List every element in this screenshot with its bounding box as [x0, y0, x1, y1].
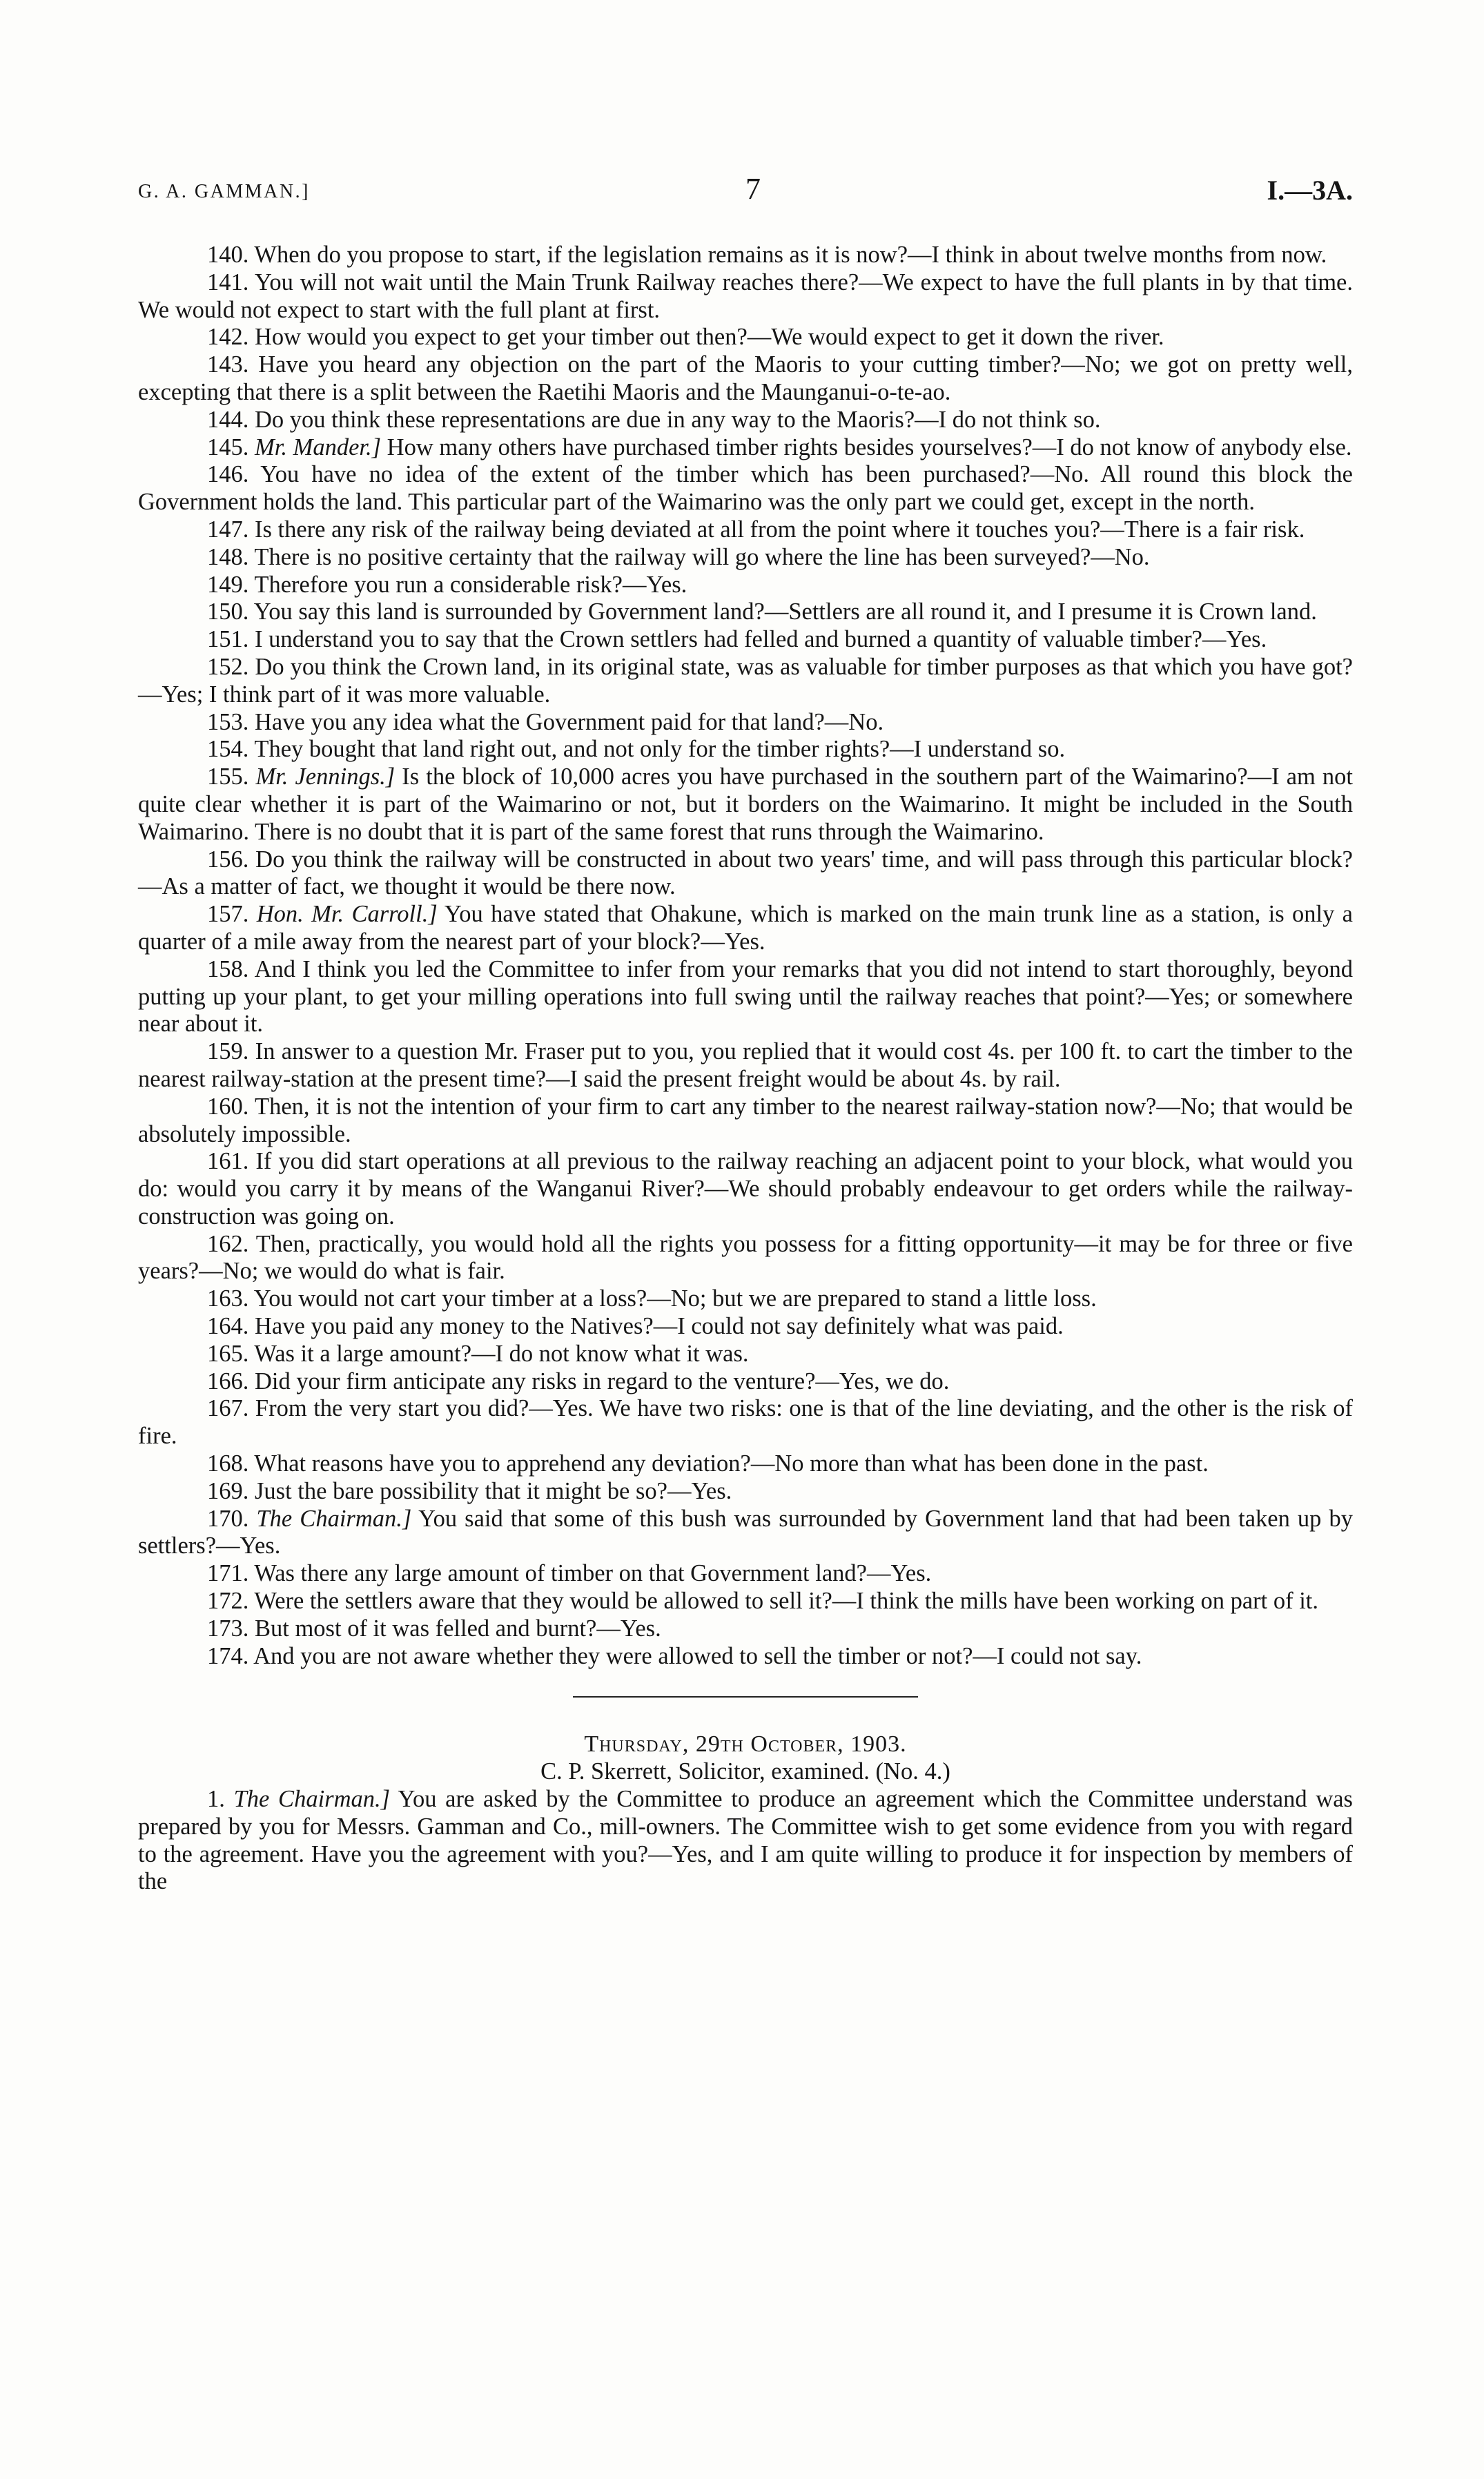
question-number: 145. — [207, 434, 249, 460]
qa-item — [138, 269, 1353, 324]
qa-item — [138, 1643, 1353, 1671]
question-number: 153. — [207, 708, 249, 735]
question-text: You would not cart your timber at a loss?—No; but we are prepared to stand a little loss. — [253, 1285, 1097, 1312]
question-number: 150. — [207, 599, 249, 625]
question-text: If you did start operations at all previous to the railway reaching an adjacent point to your block, what would you do: would you carry it by means of the Wanganui River?—We should probably endeavour to get orders while the railway-construction was going on. — [138, 1148, 1354, 1229]
question-text: You will not wait until the Main Trunk Railway reaches there?—We expect to have the full plants in by that time. We would not expect to start with the full plant at first. — [138, 269, 1353, 323]
question-number: 147. — [207, 516, 249, 543]
qa-item — [138, 242, 1353, 269]
qa-item — [138, 1450, 1353, 1478]
question-number: 148. — [207, 543, 249, 570]
speaker-name: Mr. Mander.] — [255, 434, 382, 460]
question-number: 169. — [207, 1477, 249, 1504]
question-text: You said that some of this bush was surrounded by Government land that had been taken up by settlers?—Yes. — [138, 1505, 1353, 1559]
question-number: 161. — [207, 1148, 249, 1175]
question-number: 167. — [207, 1395, 249, 1422]
question-answer-list — [138, 242, 1353, 1670]
question-text: Was it a large amount?—I do not know what it was. — [254, 1340, 749, 1367]
question-number: 172. — [207, 1588, 249, 1615]
page-header — [138, 170, 1353, 211]
qa-item — [138, 1588, 1353, 1615]
question-text: You say this land is surrounded by Government land?—Settlers are all round it, and I presume it is Crown land. — [253, 599, 1317, 625]
question-number: 168. — [207, 1450, 249, 1477]
qa-item — [138, 626, 1353, 654]
running-head-left: G. A. GAMMAN.] — [138, 181, 310, 202]
question-number: 146. — [207, 461, 249, 488]
question-number: 142. — [207, 324, 249, 351]
question-text: Was there any large amount of timber on that Government land?—Yes. — [254, 1560, 932, 1587]
first-question — [138, 1786, 1353, 1896]
question-number: 170. — [207, 1505, 249, 1532]
question-number: 143. — [207, 351, 249, 378]
question-text: Have you heard any objection on the part of the Maoris to your cutting timber?—No; we got on pretty well, excepting that there is a split between the Raetihi Maoris and the Maunganui-o-te-ao. — [138, 351, 1353, 405]
qa-item — [138, 1093, 1353, 1149]
question-number: 159. — [207, 1038, 249, 1065]
qa-item — [138, 1560, 1353, 1588]
question-number: 160. — [207, 1093, 249, 1120]
question-text: And you are not aware whether they were allowed to sell the timber or not?—I could not say. — [253, 1642, 1142, 1669]
question-number: 165. — [207, 1340, 249, 1367]
question-text: You have stated that Ohakune, which is marked on the main trunk line as a station, is only a quarter of a mile away from the nearest part of your block?—Yes. — [138, 901, 1353, 955]
question-text: They bought that land right out, and not only for the timber rights?—I understand so. — [254, 736, 1066, 763]
qa-item — [138, 1478, 1353, 1506]
question-number: 144. — [207, 406, 249, 433]
page-body — [138, 242, 1353, 1896]
question-text: Therefore you run a considerable risk?—Yes. — [254, 571, 687, 598]
qa-item — [138, 654, 1353, 709]
question-text: Just the bare possibility that it might be so?—Yes. — [255, 1477, 732, 1504]
question-number: 1. — [207, 1786, 225, 1813]
qa-item — [138, 956, 1353, 1038]
question-number: 164. — [207, 1313, 249, 1340]
qa-item — [138, 461, 1353, 516]
question-text: Do you think these representations are due in any way to the Maoris?—I do not think so. — [255, 406, 1101, 433]
qa-item — [138, 846, 1353, 902]
question-text: What reasons have you to apprehend any deviation?—No more than what has been done in the past. — [254, 1450, 1209, 1477]
question-number: 149. — [207, 571, 249, 598]
speaker-name: Mr. Jennings.] — [255, 764, 396, 790]
question-text: Were the settlers aware that they would be allowed to sell it?—I think the mills have been working on part of it. — [254, 1588, 1319, 1615]
question-text: You have no idea of the extent of the timber which has been purchased?—No. All round this block the Government holds the land. This particular part of the Waimarino was the only part we could get, except in the north. — [138, 461, 1353, 516]
qa-item — [138, 544, 1353, 572]
qa-item — [138, 1368, 1353, 1396]
qa-item — [138, 1341, 1353, 1368]
question-text: Did your firm anticipate any risks in regard to the venture?—Yes, we do. — [255, 1368, 950, 1394]
question-text: And I think you led the Committee to infer from your remarks that you did not intend to start thoroughly, beyond putting up your plant, to get your milling operations into full swing until the railway reaches that point?—Yes; or somewhere near about it. — [138, 955, 1353, 1038]
question-number: 154. — [207, 736, 249, 763]
question-number: 174. — [207, 1642, 249, 1669]
qa-item — [138, 1038, 1353, 1093]
question-number: 151. — [207, 626, 249, 653]
qa-item — [138, 709, 1353, 737]
qa-item — [138, 1148, 1353, 1230]
speaker-name: The Chairman.] — [233, 1786, 391, 1813]
qa-item — [138, 407, 1353, 434]
question-number: 152. — [207, 653, 249, 680]
section-divider — [573, 1696, 918, 1698]
qa-item — [138, 1615, 1353, 1643]
question-number: 155. — [207, 764, 249, 790]
qa-item — [138, 324, 1353, 351]
speaker-name: Hon. Mr. Carroll.] — [256, 901, 438, 928]
qa-item — [138, 1395, 1353, 1450]
question-number: 166. — [207, 1368, 249, 1394]
question-text: From the very start you did?—Yes. We have two risks: one is that of the line deviating, and the other is the risk of fire. — [138, 1395, 1353, 1450]
question-text: Do you think the railway will be constructed in about two years' time, and will pass through this particular block?—As a matter of fact, we thought it would be there now. — [138, 846, 1353, 900]
question-text: Is there any risk of the railway being deviated at all from the point where it touches you?—There is a fair risk. — [255, 516, 1305, 543]
question-text: There is no positive certainty that the railway will go where the line has been surveyed?—No. — [254, 543, 1150, 570]
qa-item — [138, 572, 1353, 599]
question-number: 140. — [207, 242, 249, 268]
witness-heading: C. P. Skerrett, Solicitor, examined. (No. 4.) — [540, 1758, 950, 1785]
qa-item — [138, 1506, 1353, 1561]
question-text: In answer to a question Mr. Fraser put to you, you replied that it would cost 4s. per 100 ft. to cart the timber to the nearest railway-station at the present time?—I said the present freight would be about 4s. by rail. — [138, 1038, 1353, 1092]
question-text: Then, practically, you would hold all the rights you possess for a fitting opportunity—it may be for three or five years?—No; we would do what is fair. — [138, 1230, 1353, 1285]
question-number: 162. — [207, 1230, 249, 1257]
question-text: I understand you to say that the Crown settlers had felled and burned a quantity of valuable timber?—Yes. — [255, 626, 1267, 653]
question-text: How many others have purchased timber rights besides yourselves?—I do not know of anybody else. — [387, 434, 1352, 460]
qa-item — [138, 1231, 1353, 1286]
question-number: 158. — [207, 955, 249, 982]
question-text: You are asked by the Committee to produce an agreement which the Committee understand was prepared by you for Messrs. Gamman and Co., mill-owners. The Committee wish to get some evidence from you with regard to the agreement. Have you the agreement with you?—Yes, and I am quite willing to produce it for inspection by members of the — [138, 1786, 1353, 1895]
speaker-name: The Chairman.] — [256, 1505, 412, 1532]
qa-item — [138, 1285, 1353, 1313]
question-number: 156. — [207, 846, 249, 873]
sitting-date: Thursday, 29th October, 1903. — [584, 1731, 907, 1758]
qa-item — [138, 599, 1353, 626]
qa-item — [138, 1313, 1353, 1341]
document-reference: I.—3A. — [1267, 175, 1353, 206]
question-number: 141. — [207, 269, 249, 295]
question-text: Have you any idea what the Government paid for that land?—No. — [255, 708, 884, 735]
qa-item — [138, 901, 1353, 956]
qa-item — [138, 516, 1353, 544]
question-number: 173. — [207, 1615, 249, 1642]
question-number: 163. — [207, 1285, 249, 1312]
page-number: 7 — [745, 172, 761, 206]
question-number: 157. — [207, 901, 249, 928]
qa-item — [138, 351, 1353, 407]
qa-item — [138, 764, 1353, 846]
question-text: Is the block of 10,000 acres you have purchased in the southern part of the Waimarino?—I am not quite clear whether it is part of the Waimarino or not, but it borders on the Waimarino. It might be included in the South Waimarino. There is no doubt that it is part of the same forest that runs through the Waimarino. — [138, 764, 1354, 845]
question-text: When do you propose to start, if the legislation remains as it is now?—I think in about twelve months from now. — [254, 242, 1327, 268]
qa-item — [138, 434, 1353, 462]
question-text: But most of it was felled and burnt?—Yes. — [255, 1615, 661, 1642]
question-text: Do you think the Crown land, in its original state, was as valuable for timber purposes as that which you have got?—Yes; I think part of it was more valuable. — [138, 653, 1353, 708]
question-text: Then, it is not the intention of your firm to cart any timber to the nearest railway-station now?—No; that would be absolutely impossible. — [138, 1093, 1353, 1147]
qa-item — [138, 736, 1353, 764]
question-text: Have you paid any money to the Natives?—I could not say definitely what was paid. — [255, 1313, 1064, 1340]
question-number: 171. — [207, 1560, 249, 1587]
question-text: How would you expect to get your timber out then?—We would expect to get it down the river. — [255, 324, 1164, 351]
